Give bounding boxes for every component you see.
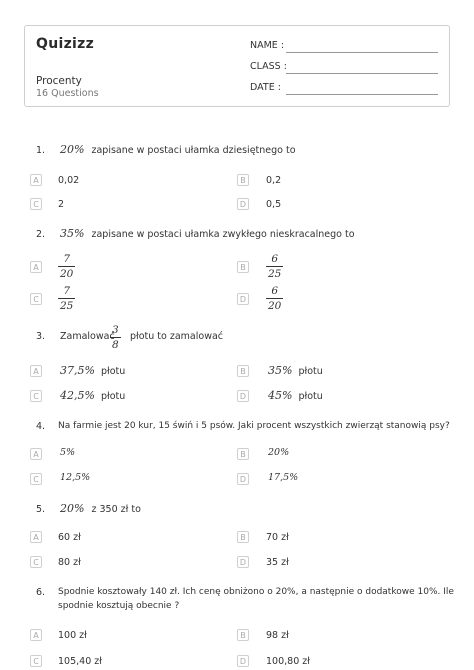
option-box-c[interactable]: C	[30, 390, 42, 402]
worksheet-subtitle: 16 Questions	[36, 88, 99, 99]
denominator: 25	[268, 268, 282, 280]
date-label: DATE :	[250, 82, 281, 93]
option-box-b[interactable]: B	[237, 261, 249, 273]
option-text: 0,2	[266, 175, 282, 186]
option-text: 100,80 zł	[266, 656, 310, 667]
question-number: 5.	[36, 504, 46, 515]
option-box-a[interactable]: A	[30, 531, 42, 543]
option-fraction	[58, 285, 75, 312]
option-box-a[interactable]: A	[30, 261, 42, 273]
worksheet-title: Procenty	[36, 75, 82, 87]
option-text: 35 zł	[266, 557, 289, 568]
question-text-after: płotu to zamalować	[130, 331, 224, 342]
option-box-c[interactable]: C	[30, 293, 42, 305]
option-text: 0,5	[266, 199, 282, 210]
option-text: 2	[58, 199, 65, 210]
option-text: 0,02	[58, 175, 80, 186]
option-text	[60, 389, 125, 402]
math-value: 42,5%	[60, 389, 95, 402]
option-math: 12,5%	[60, 472, 91, 483]
option-text: 60 zł	[58, 532, 81, 543]
question-body: zapisane w postaci ułamka dziesiętnego to	[91, 145, 296, 156]
denominator: 20	[60, 268, 74, 280]
numerator: 7	[63, 253, 71, 265]
question-text	[60, 227, 355, 240]
option-suffix: płotu	[100, 391, 126, 402]
option-box-b[interactable]: B	[237, 629, 249, 641]
option-text	[268, 364, 323, 377]
question-body: zapisane w postaci ułamka zwykłego nieskracalnego to	[91, 229, 355, 240]
option-box-c[interactable]: C	[30, 473, 42, 485]
option-box-d[interactable]: D	[237, 655, 249, 667]
math-value: 35%	[60, 227, 85, 240]
question-text-before: Zamalować	[60, 331, 115, 342]
option-box-b[interactable]: B	[237, 448, 249, 460]
class-label: CLASS :	[250, 61, 287, 72]
denominator: 25	[60, 300, 74, 312]
option-box-b[interactable]: B	[237, 365, 249, 377]
question-number: 2.	[36, 229, 46, 240]
option-text: 80 zł	[58, 557, 81, 568]
numerator: 6	[271, 285, 279, 297]
option-math: 17,5%	[268, 472, 299, 483]
option-box-a[interactable]: A	[30, 174, 42, 186]
question-number: 1.	[36, 145, 46, 156]
math-value: 45%	[268, 389, 293, 402]
option-text	[60, 364, 125, 377]
option-text	[268, 389, 323, 402]
option-box-c[interactable]: C	[30, 556, 42, 568]
option-box-b[interactable]: B	[237, 531, 249, 543]
question-text	[60, 143, 296, 156]
option-suffix: płotu	[298, 391, 323, 402]
option-math: 5%	[60, 447, 76, 458]
option-math: 20%	[268, 447, 290, 458]
question-text: Na farmie jest 20 kur, 15 świń i 5 psów. Jaki procent wszystkich zwierząt stanowią psy?	[58, 421, 450, 431]
option-fraction	[266, 253, 283, 280]
math-value: 35%	[268, 364, 293, 377]
option-box-b[interactable]: B	[237, 174, 249, 186]
option-box-d[interactable]: D	[237, 390, 249, 402]
question-text-line2: spodnie kosztują obecnie ?	[58, 601, 180, 611]
question-fraction	[110, 324, 121, 351]
option-box-c[interactable]: C	[30, 655, 42, 667]
option-fraction	[58, 253, 75, 280]
question-text	[60, 502, 141, 515]
option-box-d[interactable]: D	[237, 293, 249, 305]
math-value: 20%	[60, 502, 85, 515]
option-text: 105,40 zł	[58, 656, 102, 667]
numerator: 7	[63, 285, 71, 297]
option-box-d[interactable]: D	[237, 198, 249, 210]
option-box-a[interactable]: A	[30, 629, 42, 641]
question-number: 6.	[36, 587, 46, 598]
option-text: 98 zł	[266, 630, 289, 641]
class-line[interactable]	[286, 73, 438, 74]
option-text: 70 zł	[266, 532, 289, 543]
question-body: z 350 zł to	[91, 504, 141, 515]
quizizz-logo: Quizizz	[36, 36, 95, 52]
denominator: 20	[268, 300, 282, 312]
option-box-a[interactable]: A	[30, 365, 42, 377]
question-number: 3.	[36, 331, 46, 342]
option-box-a[interactable]: A	[30, 448, 42, 460]
option-text: 100 zł	[58, 630, 87, 641]
name-line[interactable]	[286, 52, 438, 53]
denominator: 8	[112, 339, 119, 351]
math-value: 20%	[60, 143, 85, 156]
option-box-d[interactable]: D	[237, 556, 249, 568]
question-text-line1: Spodnie kosztowały 140 zł. Ich cenę obniżono o 20%, a następnie o dodatkowe 10%. Ile	[58, 587, 454, 597]
date-line[interactable]	[286, 94, 438, 95]
numerator: 3	[112, 324, 119, 336]
question-number: 4.	[36, 421, 46, 432]
option-suffix: płotu	[100, 366, 126, 377]
name-label: NAME :	[250, 40, 285, 51]
option-suffix: płotu	[298, 366, 323, 377]
numerator: 6	[271, 253, 279, 265]
option-box-d[interactable]: D	[237, 473, 249, 485]
option-fraction	[266, 285, 283, 312]
option-box-c[interactable]: C	[30, 198, 42, 210]
math-value: 37,5%	[60, 364, 95, 377]
